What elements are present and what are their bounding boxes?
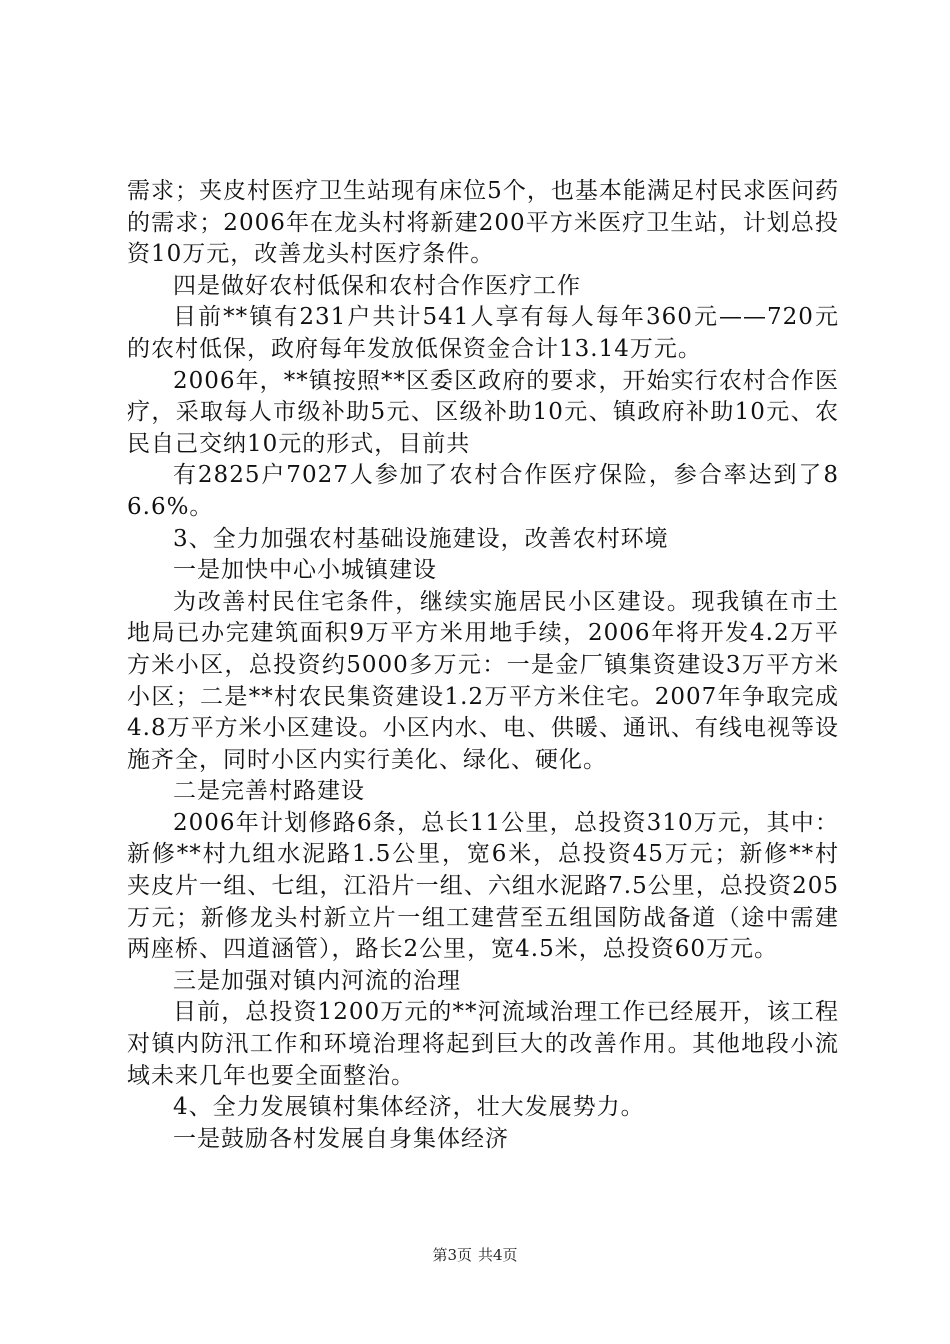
paragraph-4: 2006年，**镇按照**区委区政府的要求，开始实行农村合作医疗，采取每人市级补助5元、区级补助10元、镇政府补助10元、农民自己交纳10元的形式，目前共 xyxy=(127,367,839,457)
paragraph-river: 目前，总投资1200万元的**河流域治理工作已经展开，该工程对镇内防汛工作和环境治理将起到巨大的改善作用。其他地段小流域未来几年也要全面整治。 xyxy=(127,999,839,1089)
page-number-current: 第3页 xyxy=(432,1246,472,1264)
paragraph-5: 有2825户7027人参加了农村合作医疗保险，参合率达到了86.6%。 xyxy=(127,462,839,520)
paragraph-2-heading: 四是做好农村低保和农村合作医疗工作 xyxy=(173,272,581,299)
subheading-town-construction: 一是加快中心小城镇建设 xyxy=(173,557,437,584)
subheading-collective-economy: 一是鼓励各村发展自身集体经济 xyxy=(173,1125,509,1152)
paragraph-roads: 2006年计划修路6条，总长11公里，总投资310万元，其中：新修**村九组水泥路1.5公里，宽6米，总投资45万元；新修**村夹皮片一组、七组，江沿片一组、六组水泥路7.5公里，总投资205万元；新修龙头村新立片一组工建营至五组国防战备道（途中需建两座桥、四道涵管），路长2公里，宽4.5米，总投资60万元。 xyxy=(127,809,839,963)
paragraph-1: 需求；夹皮村医疗卫生站现有床位5个，也基本能满足村民求医问药的需求；2006年在龙头村将新建200平方米医疗卫生站，计划总投资10万元，改善龙头村医疗条件。 xyxy=(127,178,839,268)
section-heading-3: 3、全力加强农村基础设施建设，改善农村环境 xyxy=(173,525,669,552)
page-number-total: 共4页 xyxy=(478,1246,518,1264)
paragraph-3: 目前**镇有231户共计541人享有每人每年360元——720元的农村低保，政府每年发放低保资金合计13.14万元。 xyxy=(127,304,839,362)
paragraph-housing: 为改善村民住宅条件，继续实施居民小区建设。现我镇在市土地局已办完建筑面积9万平方米用地手续，2006年将开发4.2万平方米小区，总投资约5000多万元：一是金厂镇集资建设3万平方米小区；二是**村农民集资建设1.2万平方米住宅。2007年争取完成4.8万平方米小区建设。小区内水、电、供暖、通讯、有线电视等设施齐全，同时小区内实行美化、绿化、硬化。 xyxy=(127,588,839,773)
page-footer xyxy=(0,1244,950,1265)
document-body xyxy=(127,176,839,1155)
subheading-river-management: 三是加强对镇内河流的治理 xyxy=(173,967,461,994)
section-heading-4: 4、全力发展镇村集体经济，壮大发展势力。 xyxy=(173,1094,645,1121)
subheading-road-construction: 二是完善村路建设 xyxy=(173,778,365,805)
